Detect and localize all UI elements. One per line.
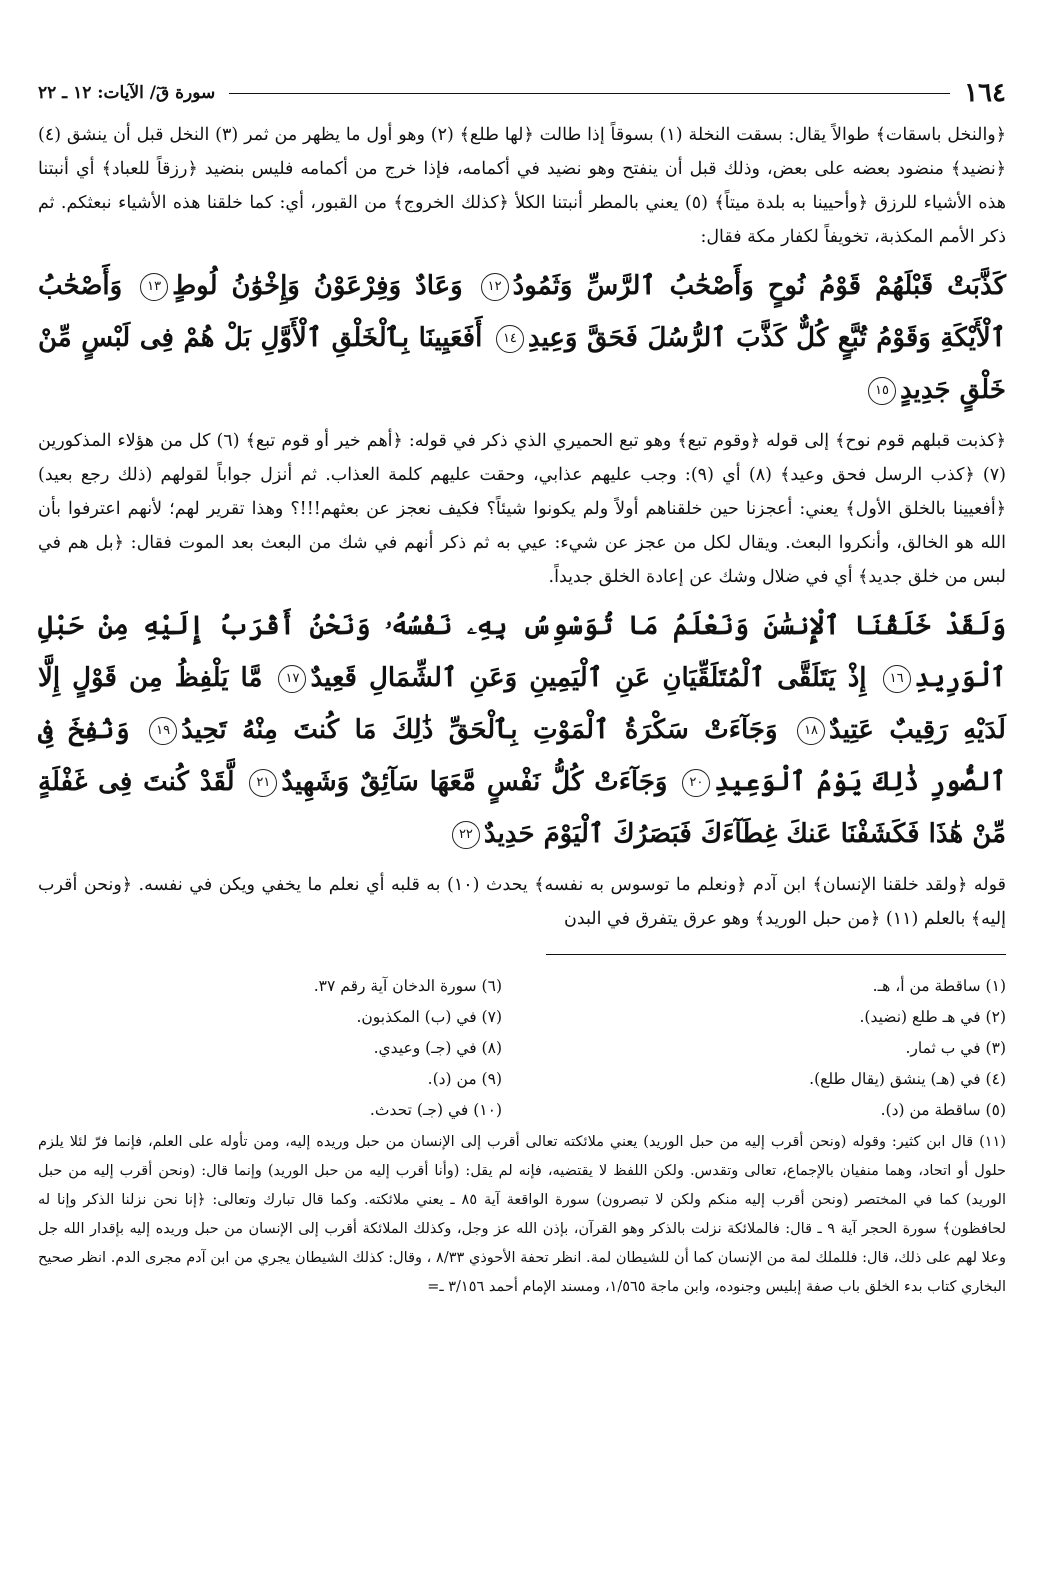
ayah-number-marker: ١٧ [278,665,306,693]
ayah-number-marker: ١٢ [481,273,509,301]
ayah-number-marker: ١٥ [868,377,896,405]
verse-text: وَعَادٌ وَفِرْعَوْنُ وَإِخْوَٰنُ لُوطٍ [172,271,463,301]
verse-text: أَفَعَيِينَا بِٱلْخَلْقِ ٱلْأَوَّلِ بَلْ هُمْ فِى لَبْسٍ مِّنْ خَلْقٍ جَدِيدٍ [38,323,1006,405]
footnotes-right-column [542,971,1006,1126]
verse-text: وَأَصْحَٰبُ ٱلْأَيْكَةِ وَقَوْمُ تُبَّعٍ كُلٌّ كَذَّبَ ٱلرُّسُلَ فَحَقَّ وَعِيدِ [38,271,1006,353]
commentary-paragraph-3 [38,868,1006,936]
running-title: سورة قٓ/ الآيات: ١٢ ـ ٢٢ [38,83,216,103]
footnote: (٥) ساقطة من (د). [880,1101,1006,1119]
ayah-number-marker: ١٩ [149,717,177,745]
ayah-number-marker: ١٤ [496,325,524,353]
verse-text: كَذَّبَتْ قَبْلَهُمْ قَوْمُ نُوحٍ وَأَصْحَٰبُ ٱلرَّسِّ وَثَمُودُ [512,271,1006,301]
footnote: (٩) من (د). [427,1070,502,1088]
running-header [38,78,1006,108]
header-rule [229,93,950,94]
commentary-paragraph-2 [38,424,1006,594]
footnotes-short [38,971,1006,1126]
ayah-number-marker: ١٣ [140,273,168,301]
ayah-number-marker: ١٨ [797,717,825,745]
paragraph-text: ﴿والنخل باسقات﴾ طوالاً يقال: بسقت النخلة (١) بسوقاً إذا طالت ﴿لها طلع﴾ (٢) وهو أول ما يظهر من ثمر (٣) النخل قبل أن ينشق (٤) ﴿نضيد﴾ منضود بعضه على بعض، وذلك قبل أن ينفتح وهو نضيد في أكمامه، فإذا خرج من أكمامه فليس بنضيد ﴿رزقاً للعباد﴾ أي أنبتنا هذه الأشياء للرزق ﴿وأحيينا به بلدة ميتاً﴾ (٥) يعني بالمطر أنبتنا الكلأ ﴿كذلك الخروج﴾ من القبور، أي: كما خلقنا هذه الأشياء نبعثكم. ثم ذكر الأمم المكذبة، تخويفاً لكفار مكة فقال: [38,125,1007,247]
footnote: (٣) في ب ثمار. [905,1039,1006,1057]
ayah-number-marker: ١٦ [883,665,911,693]
paragraph-text: قوله ﴿ولقد خلقنا الإنسان﴾ ابن آدم ﴿ونعلم ما توسوس به نفسه﴾ يحدث (١٠) به قلبه أي نعلم ما يخفي ويكن في نفسه. ﴿ونحن أقرب إليه﴾ بالعلم (١١) ﴿من حبل الوريد﴾ وهو عرق يتفرق في البدن [38,875,1006,929]
verse-text: إِذْ يَتَلَقَّى ٱلْمُتَلَقِّيَانِ عَنِ ٱلْيَمِينِ وَعَنِ ٱلشِّمَالِ قَعِيدٌ [310,663,867,693]
page [38,78,1006,1302]
footnote: (١) ساقطة من أ، هـ. [872,977,1006,995]
footnote: (١٠) في (جـ) تحدث. [369,1101,502,1119]
footnotes-left-column [38,971,502,1126]
verse-text: وَجَآءَتْ سَكْرَةُ ٱلْمَوْتِ بِٱلْحَقِّ ذَٰلِكَ مَا كُنتَ مِنْهُ تَحِيدُ [181,715,778,745]
footnote-separator [546,954,1006,955]
footnote: (٦) سورة الدخان آية رقم ٣٧. [313,977,502,995]
verse-text: وَلَقَدْ خَلَقْنَا ٱلْإِنسَٰنَ وَنَعْلَمُ مَا تُوَسْوِسُ بِهِۦ نَفْسُهُۥ وَنَحْنُ أَقْرَبُ إِلَيْهِ مِنْ حَبْلِ ٱلْوَرِيدِ [38,611,1006,693]
ayah-number-marker: ٢١ [249,769,277,797]
verse-text: وَجَآءَتْ كُلُّ نَفْسٍ مَّعَهَا سَآئِقٌ وَشَهِيدٌ [281,767,668,797]
verse-text: وَنُفِخَ فِى ٱلصُّورِ ذَٰلِكَ يَوْمُ ٱلْوَعِيدِ [38,715,1006,797]
ayah-number-marker: ٢٠ [682,769,710,797]
footnote: (٨) في (جـ) وعيدي. [373,1039,502,1057]
quran-verses-16-22 [38,600,1006,860]
footnote: (٤) في (هـ) ينشق (يقال طلع). [809,1070,1006,1088]
ayah-number-marker: ٢٢ [452,821,480,849]
footnote-11: (١١) قال ابن كثير: وقوله (ونحن أقرب إليه من حبل الوريد) يعني ملائكته تعالى أقرب إلى الإنسان من حبل وريده إليه، ومن تأوله على العلم، فإنما فرّ لئلا يلزم حلول أو اتحاد، وهما منفيان بالإجماع، تعالى وتقدس. ولكن اللفظ لا يقتضيه، فإنه لم يقل: (وأنا أقرب إليه من حبل الوريد) وإنما قال: (ونحن أقرب إليه من حبل الوريد) كما في المختصر (ونحن أقرب إليه منكم ولكن لا تبصرون) سورة الواقعة آية ٨٥ ـ يعني ملائكته. وكما قال تبارك وتعالى: ﴿إنا نحن نزلنا الذكر وإنا له لحافظون﴾ سورة الحجر آية ٩ ـ قال: فالملائكة نزلت بالذكر وهو القرآن، بإذن الله عز وجل، وكذلك الملائكة أقرب إلى الإنسان من حبل وريده إليه بإقدار الله جل وعلا لهم على ذلك، قال: فللملك لمة من الإنسان كما أن للشيطان لمة. انظر تحفة الأحوذي ٨/٣٣ ، وقال: كذلك الشيطان يجري من ابن آدم مجرى الدم. انظر صحيح البخاري كتاب بدء الخلق باب صفة إبليس وجنوده، وابن ماجة ١/٥٦٥، ومسند الإمام أحمد ٣/١٥٦ ـ= [38,1134,1006,1295]
page-number: ١٦٤ [964,78,1006,108]
paragraph-text: ﴿كذبت قبلهم قوم نوح﴾ إلى قوله ﴿وقوم تبع﴾ وهو تبع الحميري الذي ذكر في قوله: ﴿أهم خير أو قوم تبع﴾ (٦) كل من هؤلاء المذكورين (٧) ﴿كذب الرسل فحق وعيد﴾ (٨) أي (٩): وجب عليهم عذابي، وحقت عليهم كلمة العذاب. ثم أنزل جواباً لقولهم (ذلك رجع بعيد) ﴿أفعيينا بالخلق الأول﴾ يعني: أعجزنا حين خلقناهم أولاً ولم يكونوا شيئاً؟ فكيف نعجز عن بعثهم!!!؟ وهذا تقرير لهم؛ لأنهم اعترفوا بأن الله هو الخالق، وأنكروا البعث. ويقال لكل من عجز عن شيء: عيي به ثم ذكر أنهم في شك من البعث بعد الموت فقال: ﴿بل هم في لبس من خلق جديد﴾ أي في ضلال وشك عن إعادة الخلق جديداً. [38,431,1006,587]
footnote: (٢) في هـ طلع (نضيد). [859,1008,1006,1026]
quran-verses-12-15 [38,260,1006,416]
footnote: (٧) في (ب) المكذبون. [356,1008,502,1026]
verse-text: مَّا يَلْفِظُ مِن قَوْلٍ إِلَّا لَدَيْهِ رَقِيبٌ عَتِيدٌ [38,663,1006,745]
verse-text: لَّقَدْ كُنتَ فِى غَفْلَةٍ مِّنْ هَٰذَا فَكَشَفْنَا عَنكَ غِطَآءَكَ فَبَصَرُكَ ٱلْيَوْمَ حَدِيدٌ [38,767,1006,849]
commentary-paragraph-1 [38,118,1006,254]
